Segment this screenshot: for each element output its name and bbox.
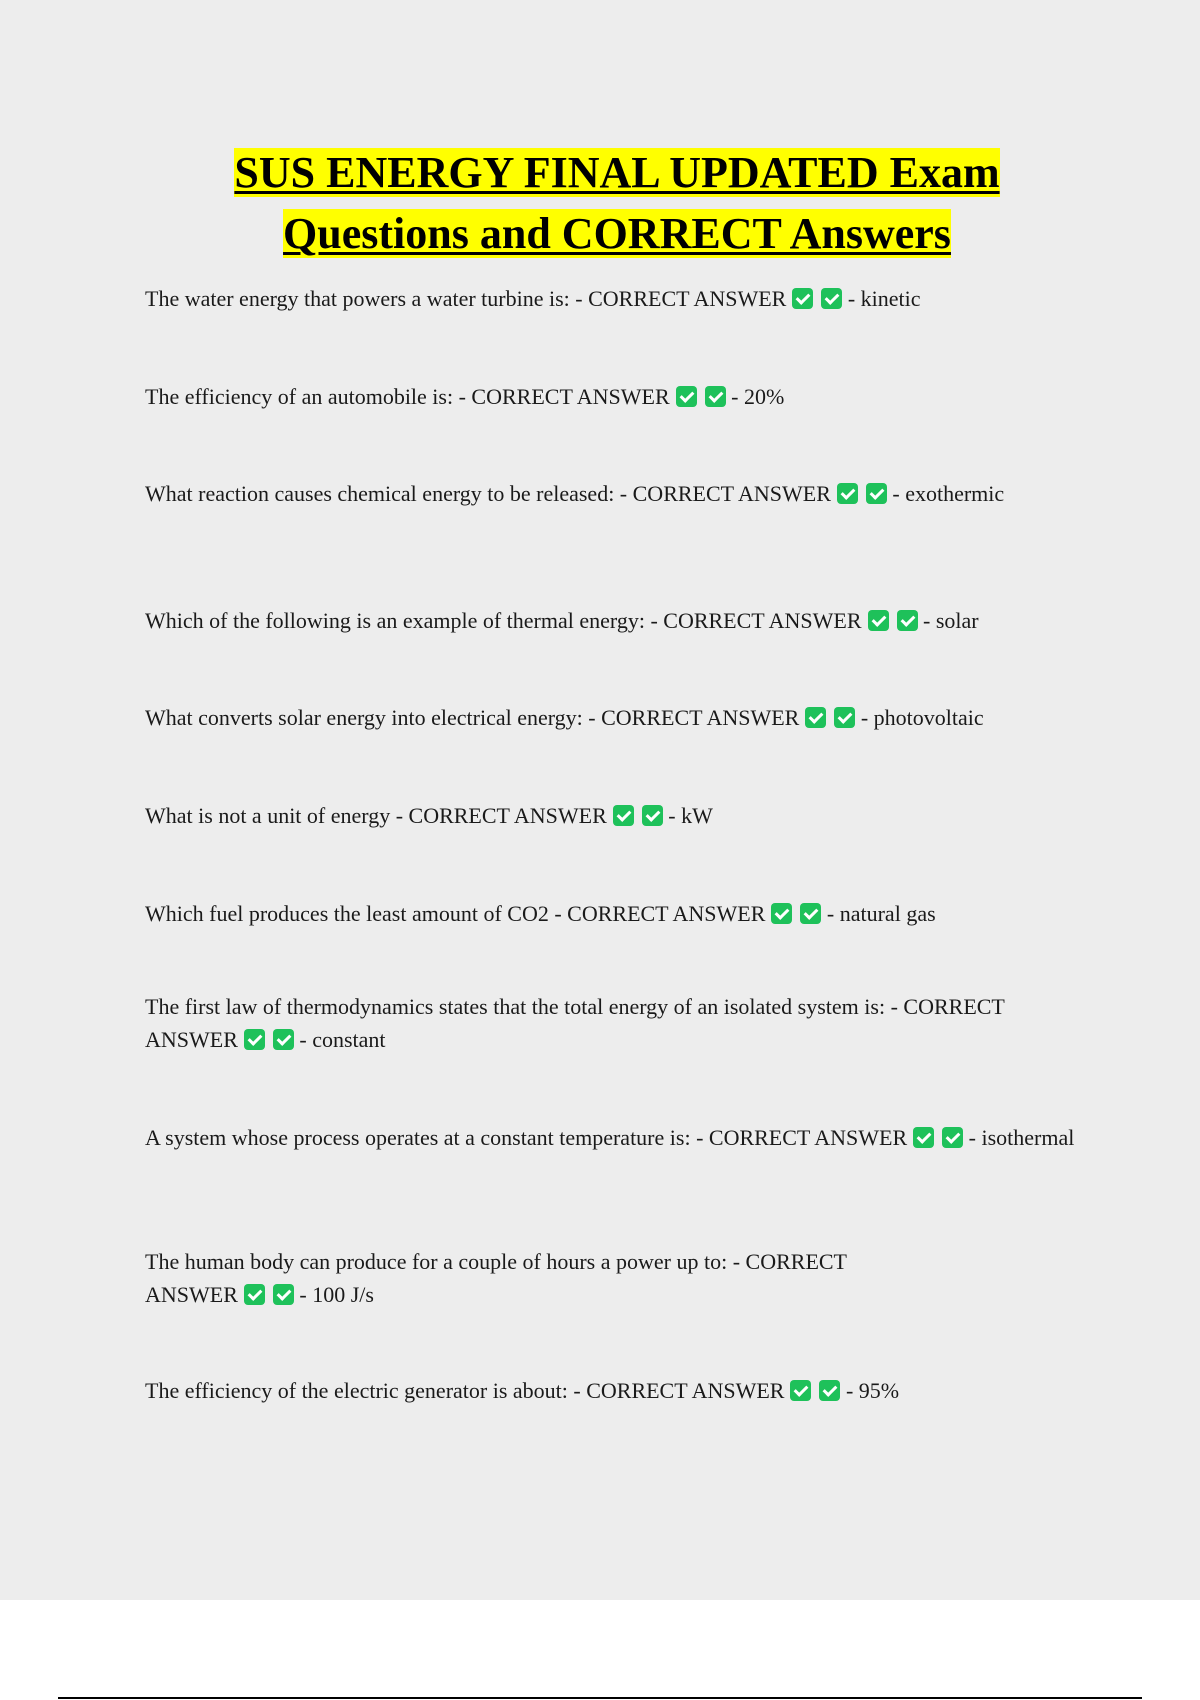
question-text: Which fuel produces the least amount of CO2 - CORRECT ANSWER	[145, 901, 766, 926]
question-text: The water energy that powers a water turbine is: - CORRECT ANSWER	[145, 286, 787, 311]
page-title	[150, 142, 1084, 264]
check-icon	[273, 1284, 294, 1305]
check-icon	[771, 903, 792, 924]
check-icon	[676, 386, 697, 407]
title-line-2: Questions and CORRECT Answers	[283, 209, 951, 258]
check-icon	[792, 288, 813, 309]
check-icon	[834, 707, 855, 728]
answer-text: - exothermic	[892, 481, 1005, 506]
check-icon	[819, 1380, 840, 1401]
qa-item	[145, 799, 1075, 832]
check-icon	[913, 1127, 934, 1148]
check-icon	[790, 1380, 811, 1401]
qa-item	[145, 604, 1075, 637]
answer-text: - kinetic	[847, 286, 921, 311]
answer-text: - constant	[299, 1027, 386, 1052]
qa-item	[145, 282, 1075, 315]
check-icon	[244, 1284, 265, 1305]
question-text: A system whose process operates at a constant temperature is: - CORRECT ANSWER	[145, 1125, 908, 1150]
question-text: The efficiency of an automobile is: - CORRECT ANSWER	[145, 384, 670, 409]
check-icon	[800, 903, 821, 924]
check-icon	[897, 610, 918, 631]
check-icon	[805, 707, 826, 728]
check-icon	[868, 610, 889, 631]
check-icon	[837, 483, 858, 504]
answer-text: - natural gas	[826, 901, 936, 926]
question-text: The human body can produce for a couple of hours a power up to: - CORRECT ANSWER	[145, 1249, 847, 1307]
qa-item	[145, 701, 1075, 734]
question-text: The efficiency of the electric generator is about: - CORRECT ANSWER	[145, 1378, 785, 1403]
qa-item	[145, 477, 1075, 510]
answer-text: - 95%	[845, 1378, 900, 1403]
question-text: What is not a unit of energy - CORRECT ANSWER	[145, 803, 607, 828]
title-line-1: SUS ENERGY FINAL UPDATED Exam	[234, 148, 1000, 197]
check-icon	[866, 483, 887, 504]
qa-item	[145, 1121, 1075, 1154]
check-icon	[705, 386, 726, 407]
check-icon	[821, 288, 842, 309]
answer-text: - kW	[668, 803, 713, 828]
answer-text: - isothermal	[968, 1125, 1075, 1150]
answer-text: - photovoltaic	[860, 705, 984, 730]
answer-text: - 100 J/s	[299, 1282, 374, 1307]
question-text: The first law of thermodynamics states that the total energy of an isolated system is: - CORRECT ANSWER	[145, 994, 1005, 1052]
question-text: What converts solar energy into electrical energy: - CORRECT ANSWER	[145, 705, 800, 730]
footer-rule	[58, 1697, 1142, 1699]
qa-item	[145, 897, 1075, 930]
answer-text: - solar	[923, 608, 979, 633]
check-icon	[942, 1127, 963, 1148]
check-icon	[613, 805, 634, 826]
qa-item	[145, 380, 1075, 413]
question-text: Which of the following is an example of thermal energy: - CORRECT ANSWER	[145, 608, 862, 633]
question-text: What reaction causes chemical energy to be released: - CORRECT ANSWER	[145, 481, 831, 506]
qa-item	[145, 1374, 1075, 1407]
answer-text: - 20%	[731, 384, 785, 409]
check-icon	[273, 1029, 294, 1050]
check-icon	[642, 805, 663, 826]
check-icon	[244, 1029, 265, 1050]
qa-item	[145, 990, 1075, 1056]
qa-item	[145, 1245, 935, 1311]
